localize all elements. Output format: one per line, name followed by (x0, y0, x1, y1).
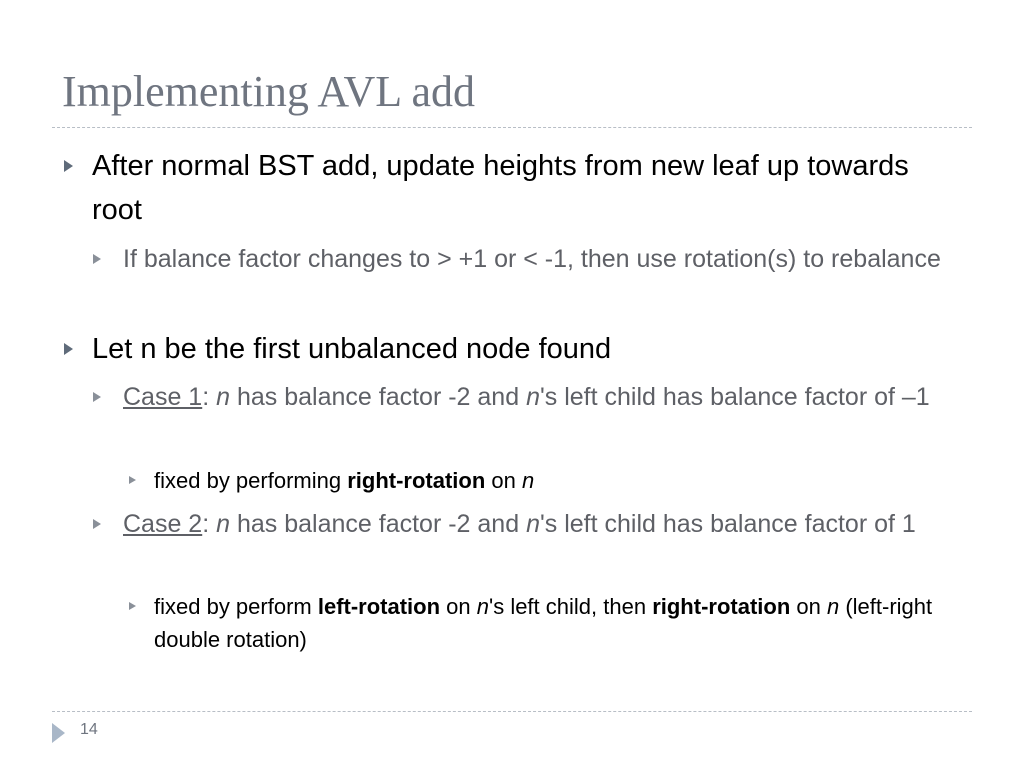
bullet-arrow-icon (93, 254, 101, 264)
case2-fix-text (154, 590, 959, 656)
bullet-level2-case2 (93, 505, 943, 544)
text-run: on (790, 594, 827, 619)
case2-text (123, 505, 943, 544)
variable-n: n (526, 510, 540, 538)
text-run: 1 (915, 383, 930, 411)
variable-n: n (476, 594, 489, 619)
title-divider (52, 127, 972, 128)
bullet-level1-after-bst-add (64, 144, 944, 232)
text-run: fixed by perform (154, 594, 318, 619)
case1-fix-text (154, 464, 959, 497)
bullet-arrow-icon (129, 602, 136, 610)
bullet-level3-case2-fix (129, 590, 959, 656)
text-run: : (202, 383, 217, 411)
bullet-arrow-icon (64, 343, 73, 355)
text-run: : (202, 510, 217, 538)
text-run: 's left child has balance factor of – (539, 383, 916, 411)
slide-title: Implementing AVL add (62, 67, 476, 116)
variable-n: n (526, 383, 540, 411)
bullet-level1-let-n (64, 327, 944, 371)
right-rotation-term: right-rotation (652, 594, 791, 619)
bullet-text: After normal BST add, update heights from new leaf up towards root (92, 150, 909, 226)
variable-n: n (522, 468, 535, 493)
footer-triangle-icon (52, 723, 65, 743)
footer-divider (52, 711, 972, 712)
case1-text (123, 378, 943, 417)
bullet-level2-balance-factor (93, 240, 943, 279)
text-run: on (485, 468, 522, 493)
bullet-level3-case1-fix (129, 464, 959, 497)
text-run: 's left child has balance factor of 1 (539, 510, 916, 538)
text-run: 's left child, then (489, 594, 653, 619)
variable-n: n (216, 510, 231, 538)
variable-n: n (826, 594, 840, 619)
bullet-text: Let n be the first unbalanced node found (92, 333, 612, 365)
case2-label: Case 2 (123, 510, 203, 538)
page-number: 14 (80, 721, 98, 738)
bullet-arrow-icon (93, 519, 101, 529)
bullet-level2-case1 (93, 378, 943, 417)
case1-label: Case 1 (123, 383, 203, 411)
text-run: has balance factor -2 and (230, 383, 527, 411)
variable-n: n (216, 383, 231, 411)
text-run: on (440, 594, 477, 619)
bullet-arrow-icon (129, 476, 136, 484)
bullet-arrow-icon (64, 160, 73, 172)
bullet-text: If balance factor changes to > +1 or < -1, then use rotation(s) to rebalance (123, 245, 941, 273)
text-run: has balance factor -2 and (230, 510, 527, 538)
right-rotation-term: right-rotation (347, 468, 486, 493)
text-run: fixed by performing (154, 468, 348, 493)
bullet-arrow-icon (93, 392, 101, 402)
left-rotation-term: left-rotation (317, 594, 441, 619)
text-run: (left-right double rotation) (154, 594, 933, 652)
